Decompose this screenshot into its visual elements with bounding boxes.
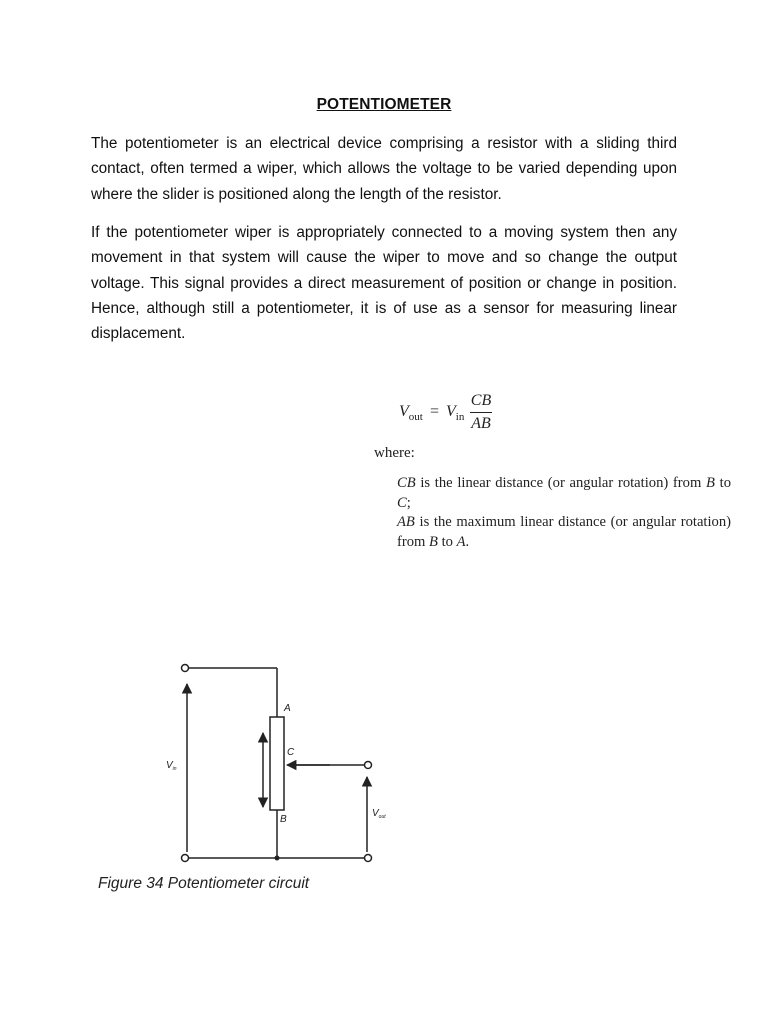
terminal-output-bottom [365,855,372,862]
terminal-top-left [182,665,189,672]
formula-denominator: AB [471,415,491,432]
label-c: C [287,747,295,758]
formula-lhs: $V_{out}$ [399,403,423,423]
where-label: where: [374,445,415,461]
label-vin: $V_{in}$ [166,760,177,772]
page-title: POTENTIOMETER [316,96,452,113]
resistor [270,717,284,810]
figure-caption: Figure 34 Potentiometer circuit [98,875,310,892]
terminal-bottom-left [182,855,189,862]
formula-numerator: CB [470,392,492,409]
terminal-output-top [365,762,372,769]
formula-equals: = [430,403,440,420]
definition-ab: AB is the maximum linear distance (or angular rotation) from B to A. [397,514,731,550]
junction-dot [275,856,280,861]
paragraph-intro: The potentiometer is an electrical device comprising a resistor with a sliding third contact, often termed a wiper, which allows the voltage to be varied depending upon where the slider is positioned along the length of the resistor. [91,135,677,203]
formula-rhs: $V_{in}$ [446,403,465,423]
label-a: A [284,703,291,714]
label-b: B [280,814,287,825]
paragraph-sensor: If the potentiometer wiper is appropriately connected to a moving system then any movement in that system will cause the wiper to move and so change the output voltage. This signal provides a direct measurement of position or change in position. Hence, although still a potentiometer, it is of use as a sensor for measuring linear displacement. [91,224,677,343]
definition-cb: CB is the linear distance (or angular rotation) from B to C; [397,475,731,511]
label-vout: $V_{out}$ [372,808,386,820]
